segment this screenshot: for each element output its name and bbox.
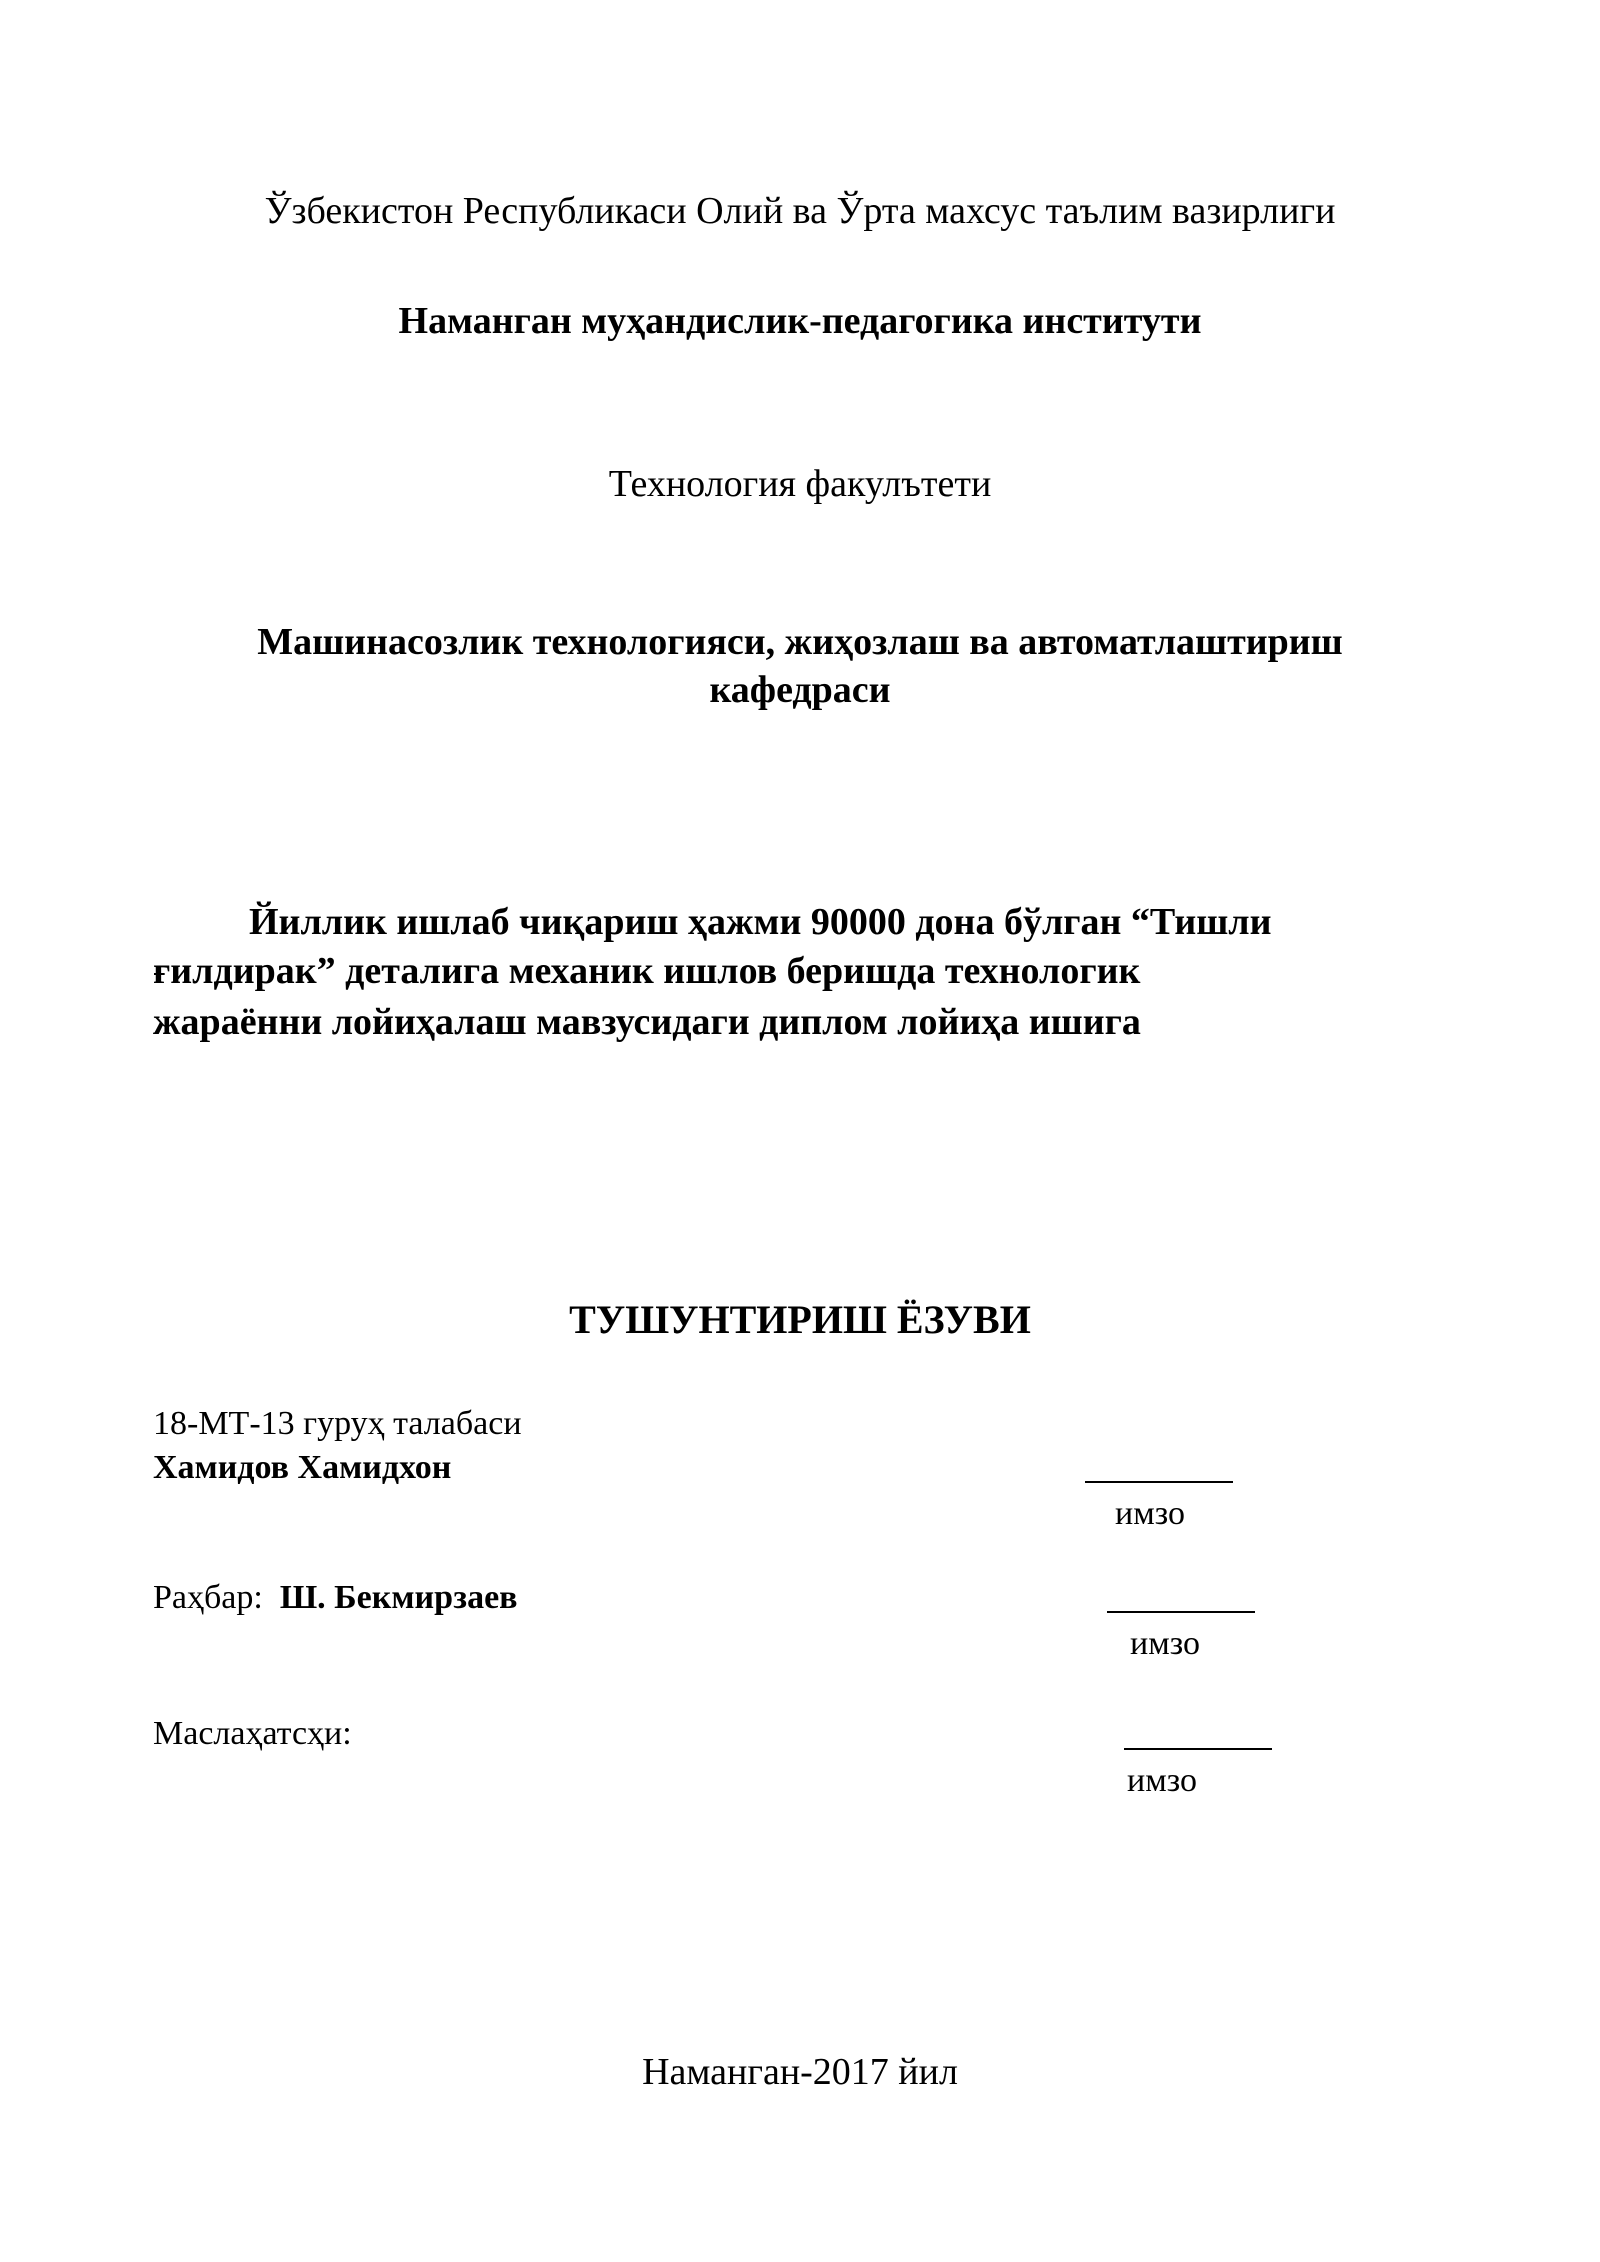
department-title-line2: кафедраси — [709, 669, 891, 711]
student-group: 18-МТ-13 гуруҳ талабаси — [153, 1405, 522, 1442]
supervisor-label — [153, 1581, 518, 1615]
department-title-line1: Машинасозлик технологияси, жиҳозлаш ва автоматлаштириш — [257, 621, 1343, 663]
supervisor-name: Ш. Бекмирзаев — [279, 1579, 518, 1616]
document-type-heading: ТУШУНТИРИШ ЁЗУВИ — [569, 1297, 1031, 1342]
consultant-signature-line — [1124, 1748, 1272, 1750]
student-signature-line — [1085, 1481, 1233, 1483]
ministry-title: Ўзбекистон Республикаси Олий ва Ўрта махсус таълим вазирлиги — [264, 190, 1336, 232]
supervisor-label-text: Раҳбар: — [153, 1579, 263, 1616]
consultant-signature-label: имзо — [1127, 1762, 1197, 1799]
topic-line3: жараённи лойиҳалаш мавзусидаги диплом лойиҳа ишига — [153, 1001, 1141, 1043]
topic-line1: Йиллик ишлаб чиқариш ҳажми 90000 дона бўлган “Тишли — [249, 901, 1272, 943]
consultant-label: Маслаҳатсҳи: — [153, 1715, 352, 1752]
faculty-title: Технология факулътети — [608, 463, 992, 505]
supervisor-signature-label: имзо — [1130, 1625, 1200, 1662]
institute-title: Наманган муҳандислик-педагогика институти — [398, 300, 1202, 342]
student-name: Хамидов Хамидхон — [153, 1449, 452, 1486]
student-signature-label: имзо — [1115, 1495, 1185, 1532]
topic-line2: ғилдирак” деталига механик ишлов беришда технологик — [153, 950, 1141, 992]
city-year: Наманган-2017 йил — [642, 2051, 958, 2093]
supervisor-signature-line — [1107, 1611, 1255, 1613]
